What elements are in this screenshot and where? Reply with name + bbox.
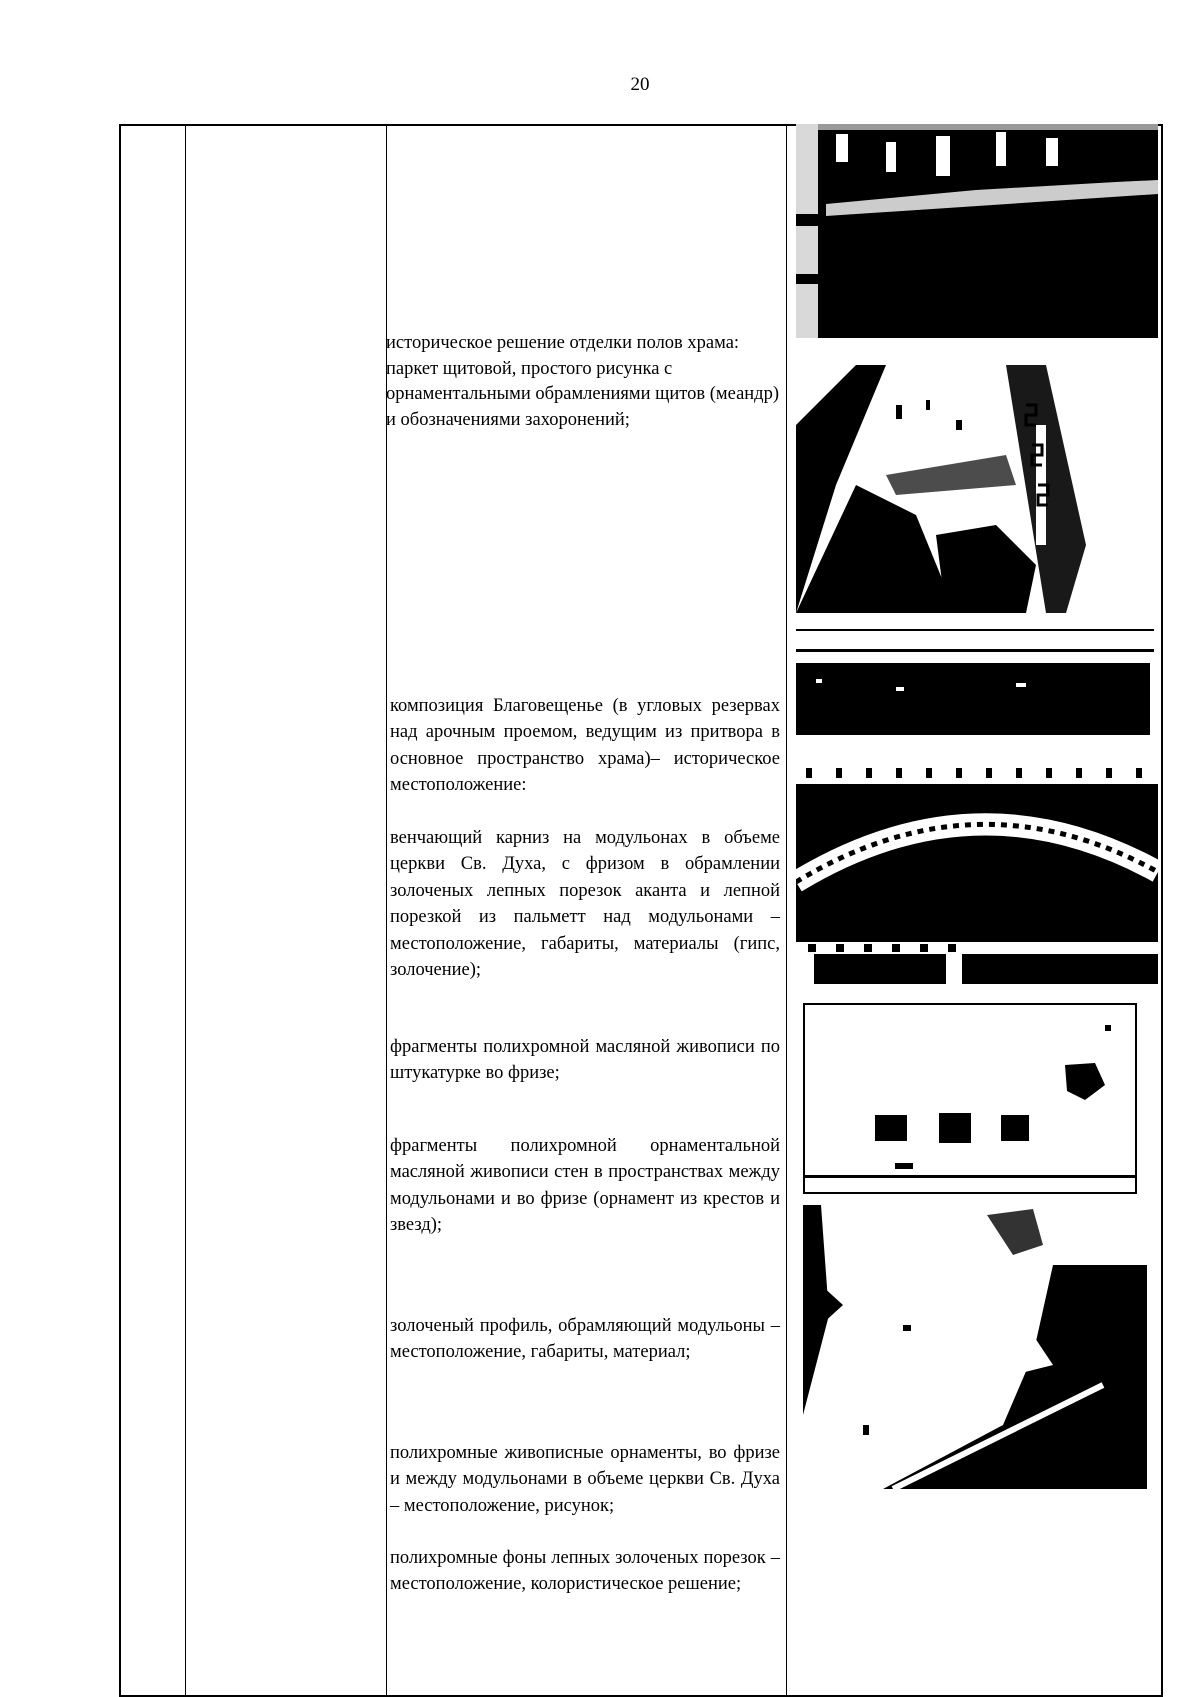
column-divider-3	[786, 126, 787, 1695]
cell-text-ornamental-painting: фрагменты полихромной орнаментальной масляной живописи стен в пространствах между модульонами и во фризе (орнамент из крестов и звезд);	[390, 1136, 780, 1236]
photo-frieze-fragments	[803, 1003, 1137, 1194]
column-divider-1	[185, 126, 186, 1695]
cell-text-polychrome-backgrounds: полихромные фоны лепных золоченых порезок – местоположение, колористическое решение;	[390, 1548, 780, 1595]
cell-text-frieze-painting: фрагменты полихромной масляной живописи по штукатурке во фризе;	[390, 1037, 780, 1084]
photo-church-interior	[796, 124, 1158, 338]
cell-text-floors: историческое решение отделки полов храма: паркет щитовой, простого рисунка с орнаментальными обрамлениями щитов (меандр) и обозначениями захоронений;	[386, 333, 779, 430]
photo-cornice-strip	[796, 625, 1154, 735]
cell-text-polychrome-ornaments: полихромные живописные орнаменты, во фризе и между модульонами в объеме церкви Св. Духа – местоположение, рисунок;	[390, 1443, 780, 1516]
photo-modillions-detail	[803, 1205, 1147, 1489]
page-number: 20	[630, 74, 650, 95]
photo-arched-cornice	[796, 762, 1158, 984]
cell-text-cornice: венчающий карниз на модульонах в объеме церкви Св. Духа, с фризом в обрамлении золоченых лепных порезок аканта и лепной порезкой из пальметт над модульонами – местоположение, габариты, материалы (гипс, золочение);	[390, 828, 780, 981]
cell-text-gilded-profile: золоченый профиль, обрамляющий модульоны – местоположение, габариты, материал;	[390, 1316, 780, 1363]
cell-text-annunciation: композиция Благовещенье (в угловых резервах над арочным проемом, ведущим из притвора в основное пространство храма)– историческое местоположение:	[390, 696, 780, 796]
photo-parquet-floor	[796, 365, 1110, 613]
